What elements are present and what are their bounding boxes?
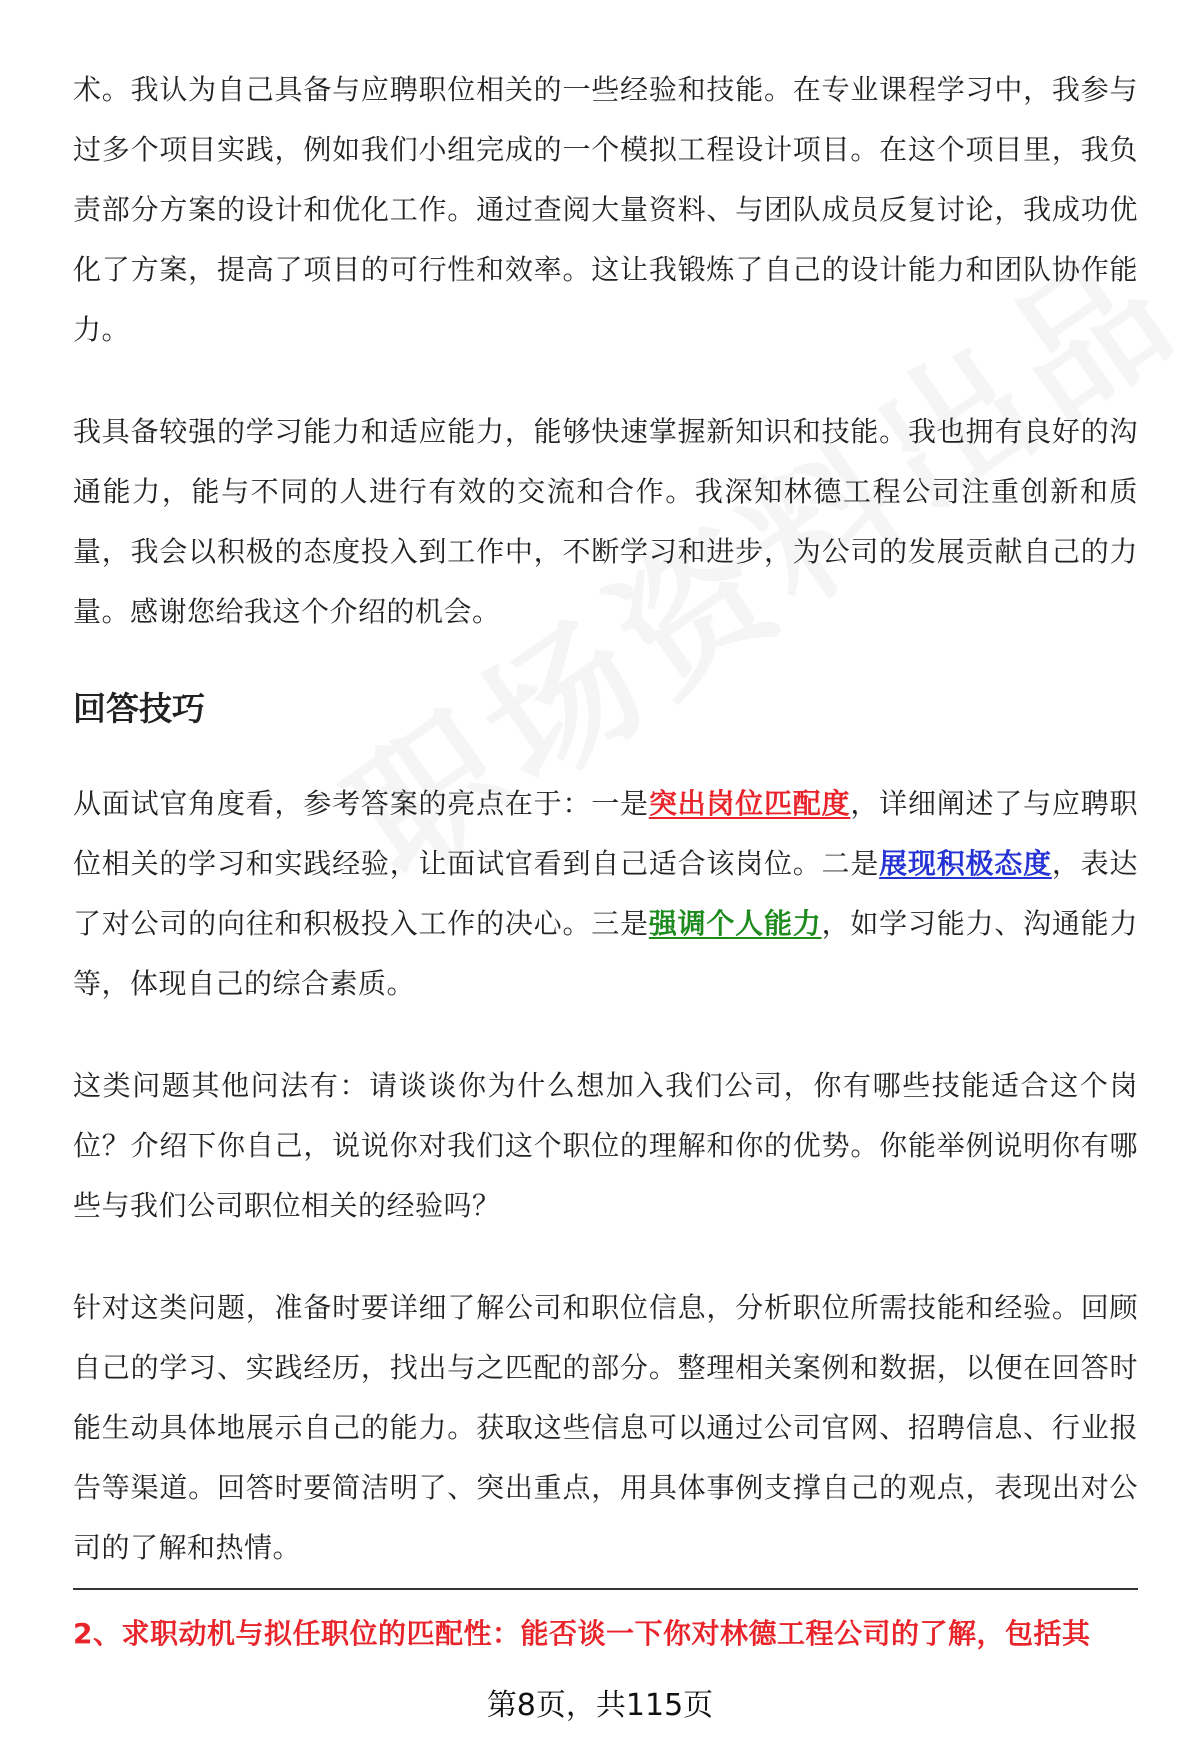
tips-paragraph-highlights (73, 774, 1138, 1014)
page-content (73, 60, 1138, 1620)
next-question-heading: 2、求职动机与拟任职位的匹配性：能否谈一下你对林德工程公司的了解，包括其 (73, 1617, 1091, 1650)
body-paragraph-1: 术。我认为自己具备与应聘职位相关的一些经验和技能。在专业课程学习中，我参与过多个项目实践，例如我们小组完成的一个模拟工程设计项目。在这个项目里，我负责部分方案的设计和优化工作。通过查阅大量资料、与团队成员反复讨论，我成功优化了方案，提高了项目的可行性和效率。这让我锻炼了自己的设计能力和团队协作能力。 (73, 73, 1138, 346)
tips-text-3: ，表达了对公司的向往和积极投入工作的决心。三是 (73, 847, 1138, 940)
tips-text-1: 从面试官角度看，参考答案的亮点在于：一是 (73, 787, 649, 820)
highlight-job-match: 突出岗位匹配度 (648, 787, 851, 820)
page-number-footer: 第8页，共115页 (486, 1688, 714, 1723)
highlight-personal-ability: 强调个人能力 (648, 907, 822, 940)
highlight-positive-attitude: 展现积极态度 (879, 847, 1052, 880)
body-paragraph-2: 我具备较强的学习能力和适应能力，能够快速掌握新知识和技能。我也拥有良好的沟通能力，能与不同的人进行有效的交流和合作。我深知林德工程公司注重创新和质量，我会以积极的态度投入到工作中，不断学习和进步，为公司的发展贡献自己的力量。感谢您给我这个介绍的机会。 (73, 415, 1138, 628)
tips-text-4: ，如学习能力、沟通能力等，体现自己的综合素质。 (73, 907, 1138, 1000)
tips-paragraph-variants: 这类问题其他问法有：请谈谈你为什么想加入我们公司，你有哪些技能适合这个岗位？介绍下你自己，说说你对我们这个职位的理解和你的优势。你能举例说明你有哪些与我们公司职位相关的经验吗？ (73, 1069, 1138, 1222)
section-title: 回答技巧 (73, 689, 205, 728)
section-divider (73, 1588, 1138, 1590)
tips-paragraph-preparation: 针对这类问题，准备时要详细了解公司和职位信息，分析职位所需技能和经验。回顾自己的学习、实践经历，找出与之匹配的部分。整理相关案例和数据，以便在回答时能生动具体地展示自己的能力。获取这些信息可以通过公司官网、招聘信息、行业报告等渠道。回答时要简洁明了、突出重点，用具体事例支撑自己的观点，表现出对公司的了解和热情。 (73, 1291, 1138, 1564)
tips-text-2: ，详细阐述了与应聘职位相关的学习和实践经验，让面试官看到自己适合该岗位。二是 (73, 787, 1138, 880)
